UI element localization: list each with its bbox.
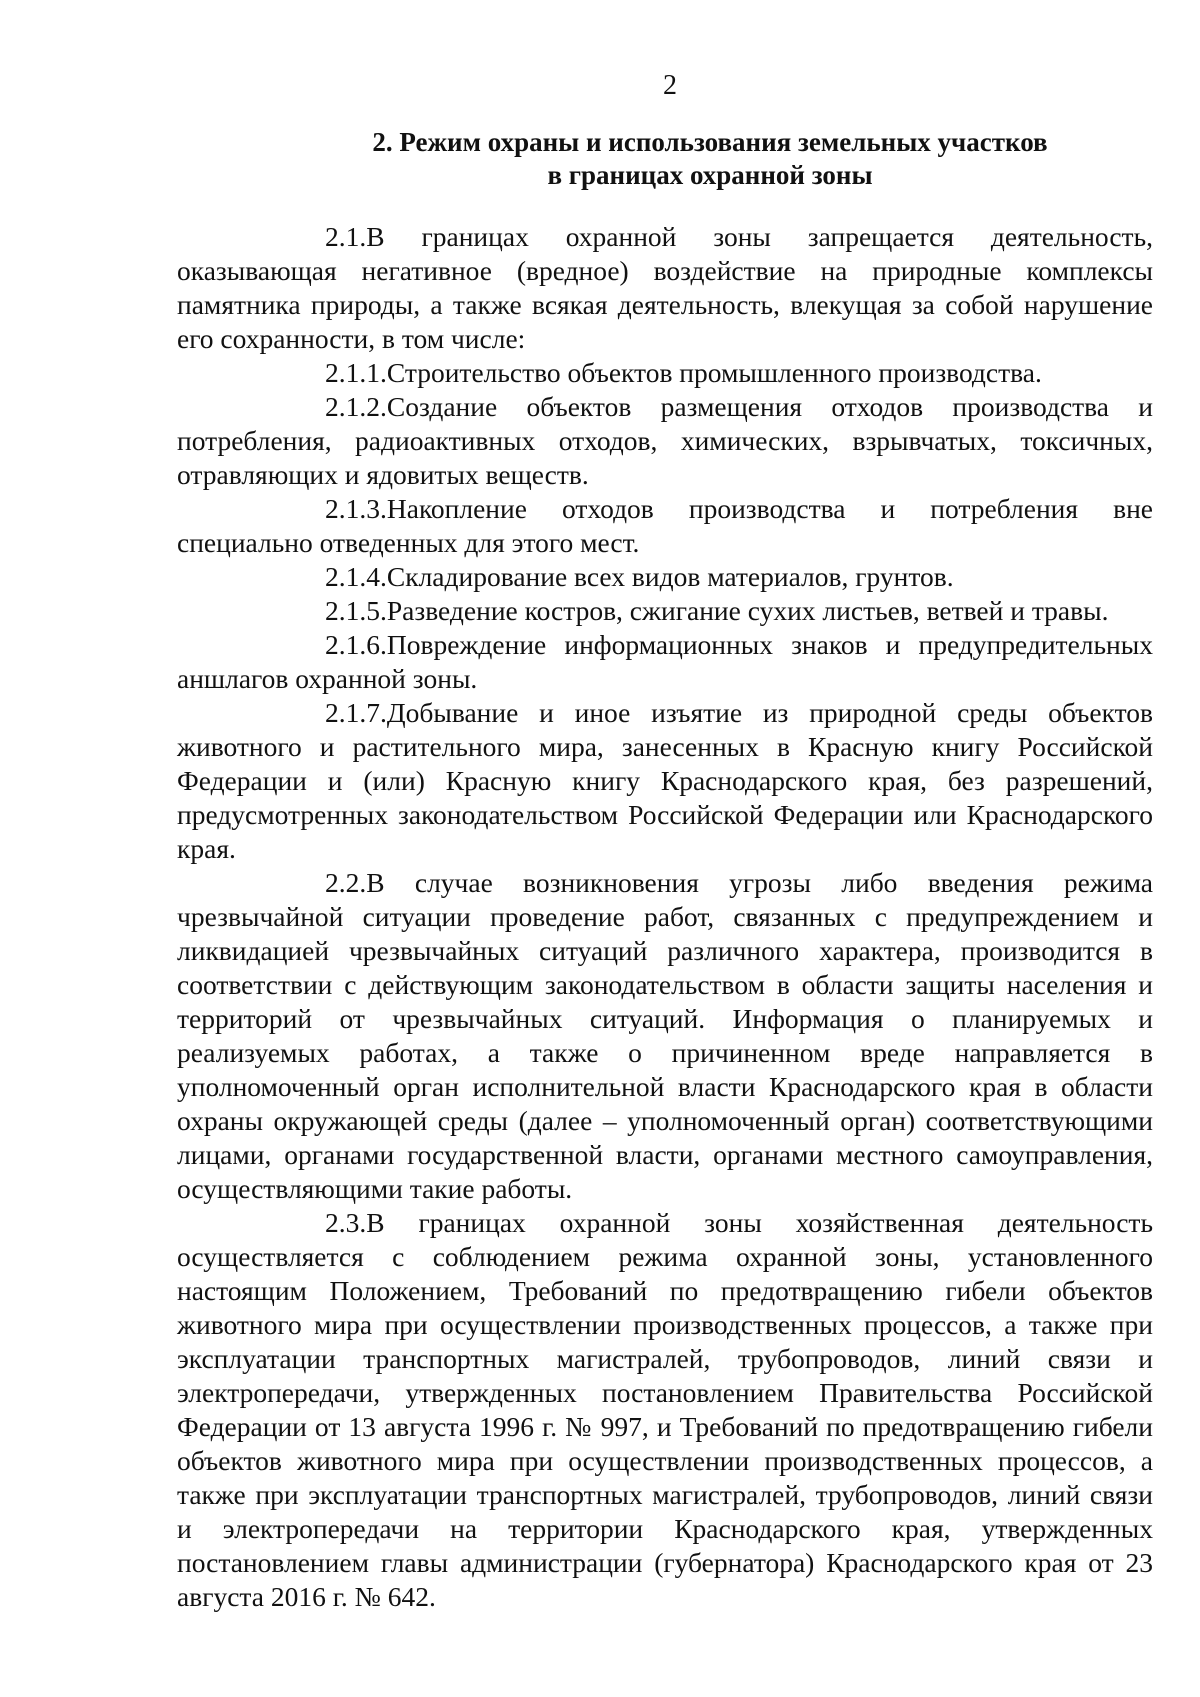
document-body (177, 220, 1153, 1614)
paragraph-number: 2.1.5. (325, 595, 387, 626)
paragraph-text: Добывание и иное изъятие из природной среды объектов животного и растительного мира, занесенных в Красную книгу Российской Федерации и (или) Красную книгу Краснодарского края, без разрешений, предусмотренных законодательством Российской Федерации или Краснодарского края. (177, 697, 1153, 864)
paragraph-number: 2.1.1. (325, 357, 387, 388)
paragraph-text: В границах охранной зоны запрещается деятельность, оказывающая негативное (вредное) воздействие на природные комплексы памятника природы, а также всякая деятельность, влекущая за собой нарушение его сохранности, в том числе: (177, 221, 1153, 354)
paragraph-text: Складирование всех видов материалов, грунтов. (386, 561, 954, 592)
paragraph-number: 2.1.2. (325, 391, 387, 422)
paragraph-number: 2.1.6. (325, 629, 387, 660)
paragraph-text: Строительство объектов промышленного производства. (386, 357, 1042, 388)
paragraph-2-1-1 (177, 356, 1153, 390)
paragraph-text: В границах охранной зоны хозяйственная деятельность осуществляется с соблюдением режима охранной зоны, установленного настоящим Положением, Требований по предотвращению гибели объектов животного мира при осуществлении производственных процессов, а также при эксплуатации транспортных магистралей, трубопроводов, линий связи и электропередачи, утвержденных постановлением Правительства Российской Федерации от 13 августа 1996 г. № 997, и Требований по предотвращению гибели объектов животного мира при осуществлении производственных процессов, а также при эксплуатации транспортных магистралей, трубопроводов, линий связи и электропередачи на территории Краснодарского края, утвержденных постановлением главы администрации (губернатора) Краснодарского края от 23 августа 2016 г. № 642. (177, 1207, 1153, 1612)
paragraph-number: 2.1.7. (325, 697, 387, 728)
paragraph-text: В случае возникновения угрозы либо введения режима чрезвычайной ситуации проведение работ, связанных с предупреждением и ликвидацией чрезвычайных ситуаций различного характера, производится в соответствии с действующим законодательством в области защиты населения и территорий от чрезвычайных ситуаций. Информация о планируемых и реализуемых работах, а также о причиненном вреде направляется в уполномоченный орган исполнительной власти Краснодарского края в области охраны окружающей среды (далее – уполномоченный орган) соответствующими лицами, органами государственной власти, органами местного самоуправления, осуществляющими такие работы. (177, 867, 1153, 1204)
paragraph-number: 2.1. (325, 221, 367, 252)
paragraph-2-1-2 (177, 390, 1153, 492)
paragraph-text: Создание объектов размещения отходов производства и потребления, радиоактивных отходов, химических, взрывчатых, токсичных, отравляющих и ядовитых веществ. (177, 391, 1153, 490)
paragraph-number: 2.2. (325, 867, 367, 898)
paragraph-2-1-7 (177, 696, 1153, 866)
paragraph-2-1 (177, 220, 1153, 356)
paragraph-2-3 (177, 1206, 1153, 1614)
section-heading-line-1: 2. Режим охраны и использования земельных участков (372, 127, 1048, 157)
paragraph-number: 2.1.3. (325, 493, 387, 524)
paragraph-number: 2.1.4. (325, 561, 387, 592)
section-heading-line-2: в границах охранной зоны (547, 160, 873, 190)
paragraph-2-1-4 (177, 560, 1153, 594)
paragraph-2-2 (177, 866, 1153, 1206)
paragraph-number: 2.3. (325, 1207, 367, 1238)
paragraph-2-1-5 (177, 594, 1153, 628)
paragraph-2-1-3 (177, 492, 1153, 560)
page-number: 2 (663, 70, 677, 101)
paragraph-text: Повреждение информационных знаков и предупредительных аншлагов охранной зоны. (177, 629, 1153, 694)
paragraph-text: Разведение костров, сжигание сухих листьев, ветвей и травы. (386, 595, 1109, 626)
paragraph-2-1-6 (177, 628, 1153, 696)
paragraph-text: Накопление отходов производства и потребления вне специально отведенных для этого мест. (177, 493, 1153, 558)
section-heading (280, 126, 1140, 192)
